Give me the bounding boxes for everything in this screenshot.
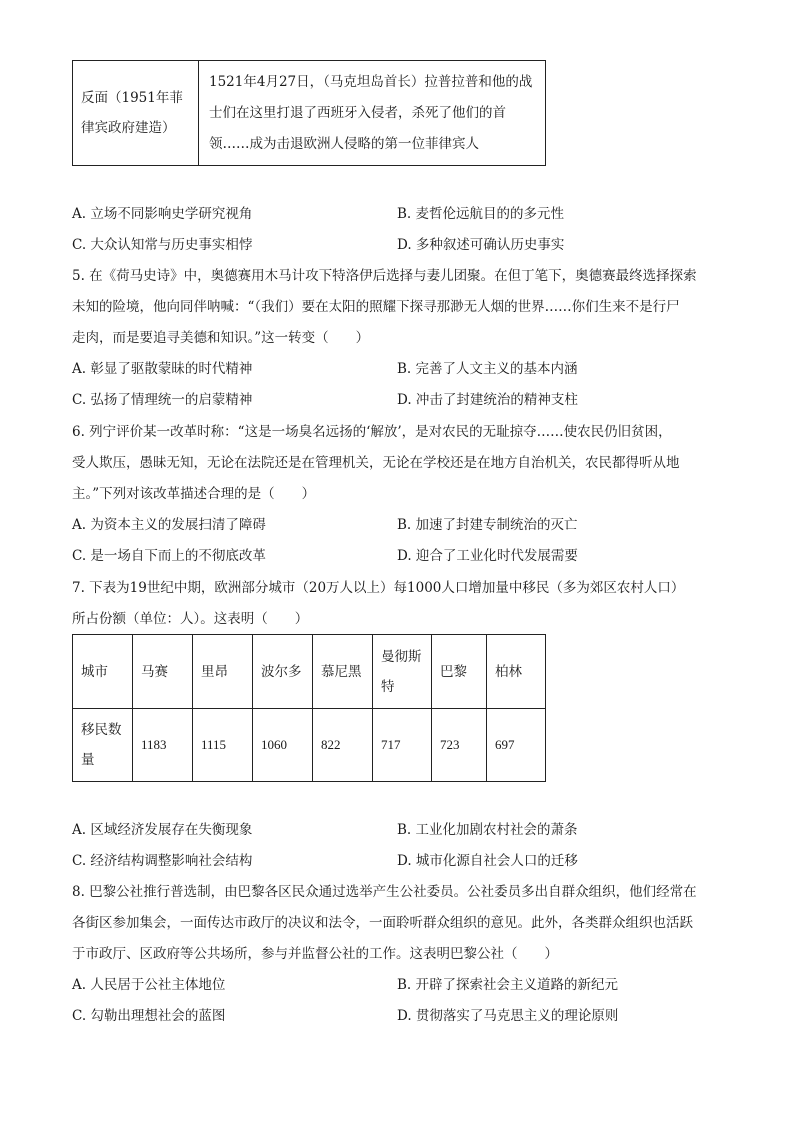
city-cell: 慕尼黑	[313, 635, 373, 709]
q7-option-d: D. 城市化源自社会人口的迁移	[397, 853, 578, 869]
q8-option-a: A. 人民居于公社主体地位	[72, 977, 226, 993]
city-cell: 巴黎	[432, 635, 487, 709]
q6-stem-line: 6. 列宁评价某一改革时称：“这是一场臭名远扬的‘解放’，是对农民的无耻掠夺……使农民仍旧贫困，	[72, 424, 672, 440]
q5-option-b: B. 完善了人文主义的基本内涵	[397, 361, 578, 377]
row-label-cell: 移民数量	[73, 709, 133, 782]
q4-option-d: D. 多种叙述可确认历史事实	[397, 237, 565, 253]
value-cell: 697	[487, 709, 546, 782]
q8-option-c: C. 勾勒出理想社会的蓝图	[72, 1008, 226, 1024]
migration-table	[72, 634, 546, 782]
table-row	[73, 61, 546, 166]
value-cell: 723	[432, 709, 487, 782]
q5-option-d: D. 冲击了封建统治的精神支柱	[397, 392, 578, 408]
inscription-line: 领……成为击退欧洲人侵略的第一位菲律宾人	[209, 135, 479, 152]
header-label-cell: 城市	[73, 635, 133, 709]
value-cell: 1060	[253, 709, 313, 782]
table-row	[73, 635, 546, 709]
inscription-side-cell: 反面（1951年菲律宾政府建造）	[73, 61, 199, 166]
q7-option-b: B. 工业化加剧农村社会的萧条	[397, 822, 578, 838]
q5-stem-line: 未知的险境，他向同伴呐喊：“（我们）要在太阳的照耀下探寻那渺无人烟的世界……你们生来不是行尸	[72, 299, 680, 315]
value-cell: 1183	[133, 709, 193, 782]
city-cell: 马赛	[133, 635, 193, 709]
q6-stem-line: 受人欺压，愚昧无知，无论在法院还是在管理机关，无论在学校还是在地方自治机关，农民都得听从地	[72, 455, 680, 471]
city-cell: 曼彻斯特	[373, 635, 432, 709]
q6-option-b: B. 加速了封建专制统治的灭亡	[397, 517, 578, 533]
q8-stem-line: 各街区参加集会，一面传达市政厅的决议和法令，一面聆听群众组织的意见。此外，各类群众组织也活跃	[72, 915, 693, 931]
q8-option-d: D. 贯彻落实了马克思主义的理论原则	[397, 1008, 619, 1024]
q6-stem-line: 主。”下列对该改革描述合理的是（ ）	[72, 486, 316, 502]
table-row	[73, 709, 546, 782]
q8-stem-line: 于市政厅、区政府等公共场所，参与并监督公社的工作。这表明巴黎公社（ ）	[72, 946, 558, 962]
city-cell: 波尔多	[253, 635, 313, 709]
q7-option-c: C. 经济结构调整影响社会结构	[72, 853, 253, 869]
q6-option-c: C. 是一场自下而上的不彻底改革	[72, 548, 266, 564]
q4-option-a: A. 立场不同影响史学研究视角	[72, 206, 253, 222]
value-cell: 822	[313, 709, 373, 782]
q5-option-a: A. 彰显了驱散蒙昧的时代精神	[72, 361, 253, 377]
q5-stem-line: 5. 在《荷马史诗》中，奥德赛用木马计攻下特洛伊后选择与妻儿团聚。在但丁笔下，奥德赛最终选择探索	[72, 268, 697, 284]
q6-option-d: D. 迎合了工业化时代发展需要	[397, 548, 578, 564]
city-cell: 柏林	[487, 635, 546, 709]
q4-option-b: B. 麦哲伦远航目的的多元性	[397, 206, 565, 222]
q5-stem-line: 走肉，而是要追寻美德和知识。”这一转变（ ）	[72, 330, 370, 346]
q7-stem-line: 7. 下表为19世纪中期，欧洲部分城市（20万人以上）每1000人口增加量中移民（多为郊区农村人口）	[72, 580, 685, 596]
city-cell: 里昂	[193, 635, 253, 709]
value-cell: 717	[373, 709, 432, 782]
q6-option-a: A. 为资本主义的发展扫清了障碍	[72, 517, 266, 533]
q7-stem-line: 所占份额（单位：人）。这表明（ ）	[72, 611, 309, 627]
q5-option-c: C. 弘扬了情理统一的启蒙精神	[72, 392, 253, 408]
inscription-text-cell	[199, 61, 546, 166]
q8-option-b: B. 开辟了探索社会主义道路的新纪元	[397, 977, 619, 993]
inscription-line: 1521年4月27日，（马克坦岛首长）拉普拉普和他的战	[209, 73, 533, 90]
q4-option-c: C. 大众认知常与历史事实相悖	[72, 237, 253, 253]
q8-stem-line: 8. 巴黎公社推行普选制，由巴黎各区民众通过选举产生公社委员。公社委员多出自群众组织，他们经常在	[72, 884, 697, 900]
value-cell: 1115	[193, 709, 253, 782]
inscription-line: 士们在这里打退了西班牙入侵者，杀死了他们的首	[209, 104, 506, 121]
q7-option-a: A. 区域经济发展存在失衡现象	[72, 822, 253, 838]
inscription-table	[72, 60, 546, 166]
